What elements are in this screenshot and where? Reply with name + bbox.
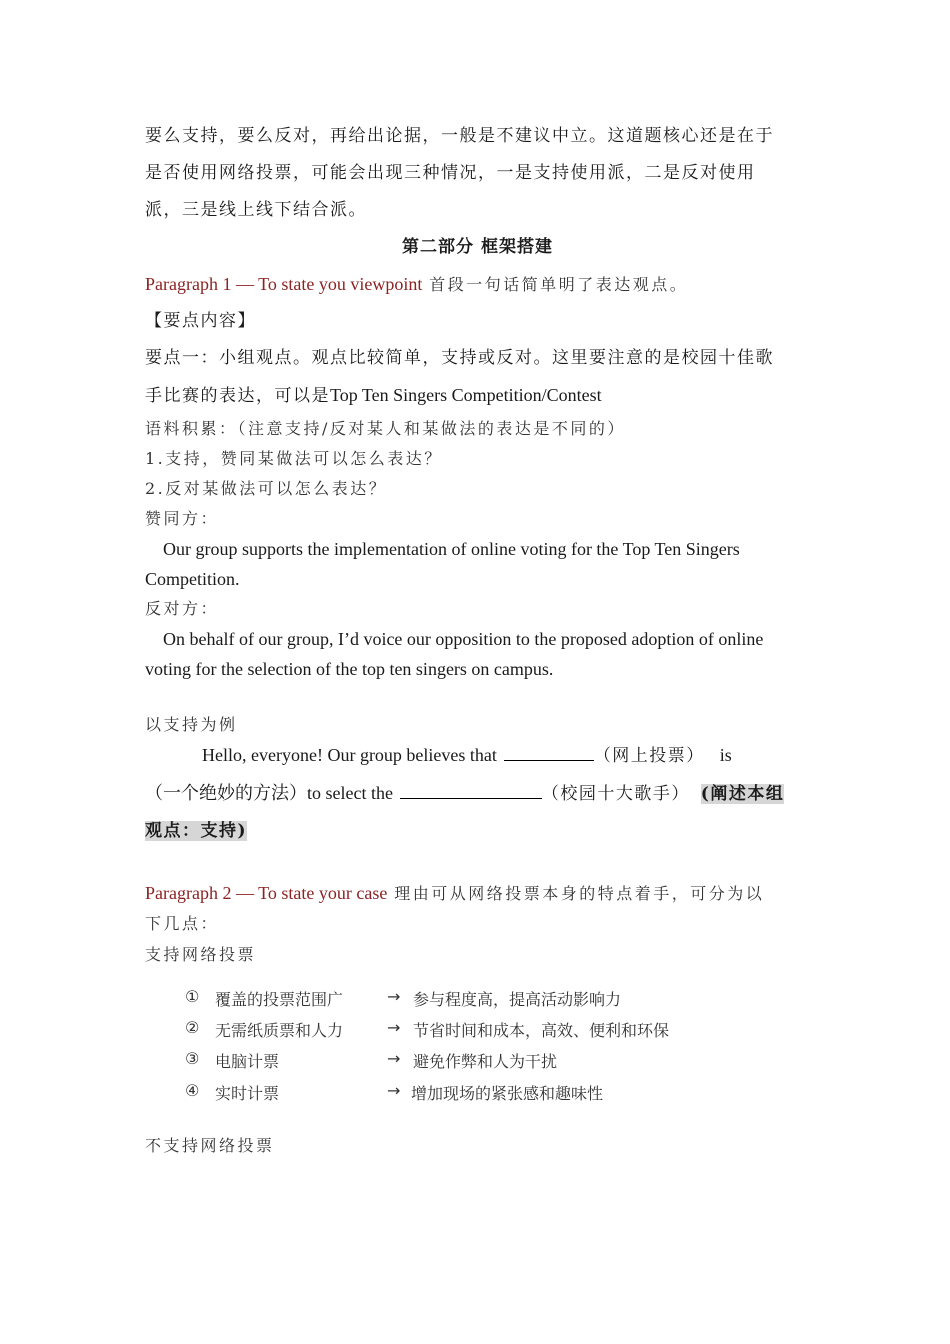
template-part-d: （一个绝妙的方法）to select the	[145, 783, 393, 803]
item-feature: 电脑计票	[215, 1052, 280, 1071]
template-part-e: （校园十大歌手）	[541, 784, 690, 804]
question-1: 1.支持，赞同某做法可以怎么表达？	[145, 449, 443, 468]
oppose-block	[145, 1131, 810, 1161]
support-header: 支持网络投票	[145, 945, 257, 964]
blank-1	[504, 742, 594, 761]
para1-desc: 首段一句话简单明了表达观点。	[429, 275, 689, 294]
para1-label: Paragraph 1 — To state you viewpoint	[145, 274, 423, 294]
para2-desc-line-2: 下几点：	[145, 914, 220, 933]
point1-line-1: 要点一：小组观点。观点比较简单，支持或反对。这里要注意的是校园十佳歌	[145, 348, 774, 368]
item-effect: 参与程度高，提高活动影响力	[413, 990, 622, 1009]
item-effect: 增加现场的紧张感和趣味性	[411, 1084, 604, 1103]
example-label: 以支持为例	[145, 715, 238, 734]
template-sentence	[145, 737, 810, 850]
con-text-line-1: On behalf of our group, I’d voice our opposition to the proposed adoption of online	[163, 629, 764, 649]
template-part-b: （网上投票）	[593, 746, 705, 766]
template-part-c: is	[719, 745, 732, 765]
arrow-icon: →	[387, 1081, 401, 1100]
item-number: ③	[185, 1049, 200, 1068]
key-points-header: 【要点内容】	[145, 311, 256, 331]
para2-header	[145, 878, 810, 972]
blank-2	[400, 780, 542, 799]
para1-header	[145, 266, 810, 304]
item-number: ①	[185, 987, 200, 1006]
item-effect: 避免作弊和人为干扰	[413, 1052, 558, 1071]
arrow-icon: →	[387, 987, 401, 1006]
intro-paragraph	[145, 118, 810, 229]
item-number: ④	[185, 1081, 200, 1100]
arrow-icon: →	[387, 1018, 401, 1037]
corpus-block	[145, 414, 810, 684]
intro-line-2: 是否使用网络投票，可能会出现三种情况，一是支持使用派，二是反对使用	[145, 163, 756, 183]
item-feature: 覆盖的投票范围广	[215, 990, 344, 1009]
question-2: 2.反对某做法可以怎么表达？	[145, 479, 388, 498]
con-label: 反对方：	[145, 599, 220, 618]
con-text-line-2: voting for the selection of the top ten singers on campus.	[145, 659, 554, 679]
oppose-header: 不支持网络投票	[145, 1136, 275, 1155]
point1-line-2-cn: 手比赛的表达，可以是	[145, 386, 330, 406]
corpus-line: 语料积累：（注意支持/反对某人和某做法的表达是不同的）	[145, 419, 626, 438]
key-points-block	[145, 303, 810, 415]
para2-label: Paragraph 2 — To state your case	[145, 883, 388, 903]
pro-text-line-2: Competition.	[145, 569, 240, 589]
section-heading	[145, 229, 810, 266]
template-part-a: Hello, everyone! Our group believes that	[202, 745, 497, 765]
arrow-icon: →	[387, 1049, 401, 1068]
para2-desc-line-1: 理由可从网络投票本身的特点着手，可分为以	[394, 884, 765, 903]
template-highlight-2: 观点：支持)	[145, 821, 248, 841]
intro-line-3: 派，三是线上线下结合派。	[145, 200, 367, 220]
pro-label: 赞同方：	[145, 509, 220, 528]
item-feature: 实时计票	[215, 1084, 280, 1103]
item-feature: 无需纸质票和人力	[215, 1021, 344, 1040]
pro-text-line-1: Our group supports the implementation of online voting for the Top Ten Singers	[163, 539, 740, 559]
template-highlight-1: (阐述本组	[700, 784, 785, 804]
item-number: ②	[185, 1018, 200, 1037]
section-title: 第二部分 框架搭建	[402, 237, 553, 257]
item-effect: 节省时间和成本，高效、便利和环保	[413, 1021, 670, 1040]
example-block	[145, 710, 810, 740]
intro-line-1: 要么支持，要么反对，再给出论据，一般是不建议中立。这道题核心还是在于	[145, 126, 774, 146]
point1-line-2-en: Top Ten Singers Competition/Contest	[330, 385, 602, 405]
